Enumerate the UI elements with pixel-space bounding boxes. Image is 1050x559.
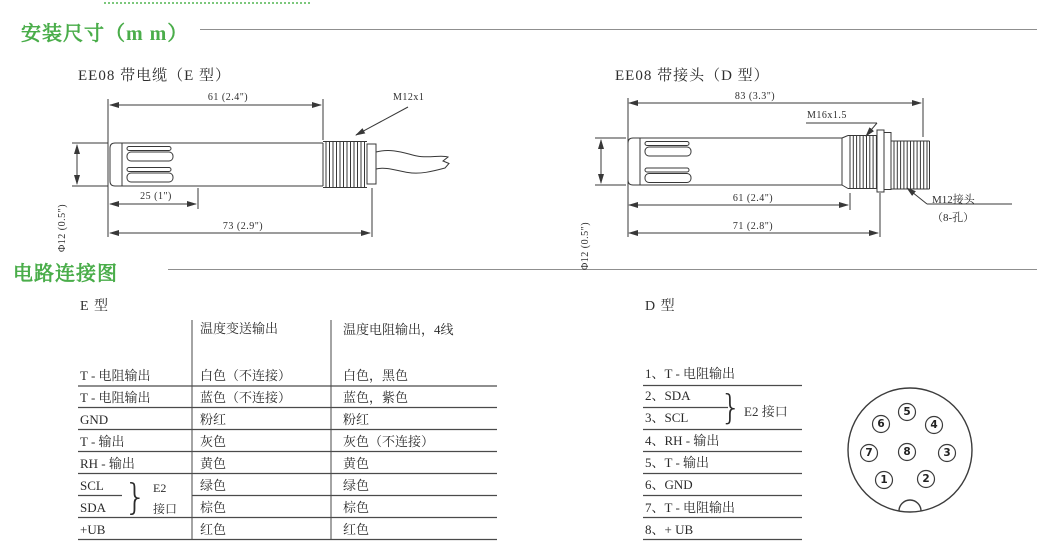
d-connector-label: M12接头 — [932, 194, 975, 206]
d-dim-diameter: Φ12 (0.5") — [580, 221, 591, 270]
e-drawing-title: EE08 带电缆（E 型） — [78, 68, 231, 84]
connector-pin-label: 2 — [922, 472, 930, 485]
e-table-cell: SDA — [80, 500, 107, 515]
e-table-cell: 蓝色，紫色 — [343, 390, 409, 405]
e-table-cell: +UB — [80, 522, 106, 537]
install-title-rule — [200, 29, 1037, 30]
circuit-title-rule — [168, 269, 1037, 270]
d-pin-item: 3、SCL — [645, 410, 689, 425]
d-thread-label: M16x1.5 — [807, 110, 847, 121]
d-connector-sublabel: （8-孔） — [932, 212, 975, 224]
e-table-cell: T - 输出 — [80, 434, 125, 449]
e-table-cell: 绿色 — [343, 478, 370, 493]
e-table-cell: 灰色 — [200, 434, 227, 449]
e-table-cell: 红色 — [343, 522, 370, 537]
d-dim-61: 61 (2.4") — [732, 193, 774, 204]
e-table-cell: RH - 输出 — [80, 456, 135, 471]
e-table-e2-brace: } — [124, 477, 147, 518]
d-pin-item: 2、SDA — [645, 388, 691, 403]
e-dim-diameter: Φ12 (0.5") — [57, 203, 68, 252]
d-pin-item: 8、+ UB — [645, 522, 694, 537]
d-list-e2-brace: } — [720, 388, 742, 428]
d-pin-item: 4、RH - 输出 — [645, 433, 720, 448]
e-table-cell: SCL — [80, 478, 104, 493]
d-list-title: D 型 — [645, 299, 676, 314]
e-table-cell: 白色，黑色 — [343, 368, 409, 383]
e-thread-label: M12x1 — [393, 92, 425, 103]
d-pin-item: 5、T - 输出 — [645, 455, 710, 470]
d-pin-item: 6、GND — [645, 477, 693, 492]
d-dim-83: 83 (3.3") — [734, 91, 776, 102]
d-drawing-title: EE08 带接头（D 型） — [615, 68, 770, 84]
d-dim-71: 71 (2.8") — [732, 221, 774, 232]
d-pin-item: 7、T - 电阻输出 — [645, 500, 736, 515]
e-dim-25: 25 (1") — [140, 191, 172, 202]
e-table-cell: 灰色（不连接） — [343, 434, 435, 449]
e-table-title: E 型 — [80, 299, 110, 314]
e-table-cell: 红色 — [200, 522, 227, 537]
e-table-cell: 白色（不连接） — [200, 368, 292, 383]
section-title-circuit: 电路连接图 — [13, 263, 118, 285]
e-table-cell: 蓝色（不连接） — [200, 390, 292, 405]
d-list-e2-label: E2 接口 — [744, 404, 788, 419]
e-table-cell: GND — [80, 412, 109, 427]
e-table-cell: 粉红 — [343, 412, 370, 427]
d-pin-item: 1、T - 电阻输出 — [645, 366, 736, 381]
e-dim-73: 73 (2.9") — [222, 221, 264, 232]
e-dim-61: 61 (2.4") — [207, 92, 249, 103]
connector-key-notch — [899, 500, 921, 511]
top-dotted-divider — [104, 2, 310, 4]
e-table-header-resistance: 温度电阻输出，4线 — [343, 322, 454, 337]
connector-pin-label: 8 — [903, 445, 911, 458]
e-table-cell: T - 电阻输出 — [80, 368, 151, 383]
e-table-cell: 黄色 — [343, 456, 370, 471]
connector-pin-label: 5 — [903, 405, 911, 418]
e-table-e2-interface-label: 接口 — [153, 502, 178, 516]
connector-pin-label: 6 — [877, 417, 885, 430]
connector-pin-label: 7 — [865, 446, 873, 459]
e-table-cell: 粉红 — [200, 412, 227, 427]
e-table-e2-label: E2 — [153, 481, 167, 495]
e-table-cell: 黄色 — [200, 456, 227, 471]
connector-pin-label: 1 — [880, 473, 888, 486]
connector-pin-label: 4 — [930, 418, 938, 431]
e-table-cell: 绿色 — [200, 478, 227, 493]
e-table-cell: T - 电阻输出 — [80, 390, 151, 405]
e-table-cell: 棕色 — [343, 500, 370, 515]
connector-pin-label: 3 — [943, 446, 951, 459]
e-table-cell: 棕色 — [200, 500, 227, 515]
e-type-sensor-drawing — [72, 99, 449, 237]
e-table-header-transmit: 温度变送输出 — [200, 321, 279, 336]
section-title-install: 安装尺寸（m m） — [21, 23, 189, 45]
